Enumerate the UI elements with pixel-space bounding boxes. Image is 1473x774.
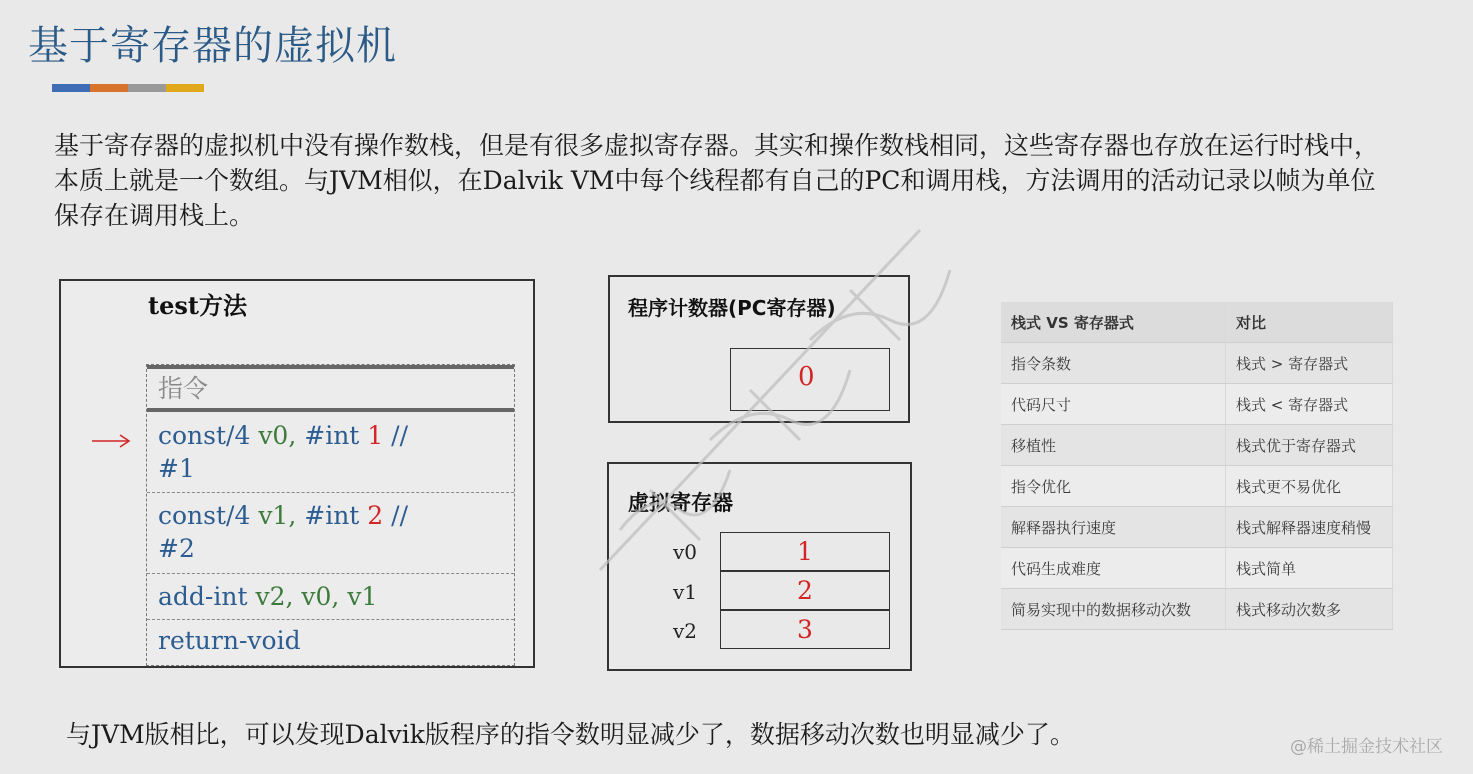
table-row xyxy=(1001,425,1393,466)
table-cell: 代码生成难度 xyxy=(1001,548,1226,589)
register-cell-v0: 1 xyxy=(720,532,890,571)
instruction-row xyxy=(147,413,514,493)
intro-paragraph: 基于寄存器的虚拟机中没有操作数栈，但是有很多虚拟寄存器。其实和操作数栈相同，这些寄存器也存放在运行时栈中，本质上就是一个数组。与JVM相似，在Dalvik VM中每个线程都有自己的PC和调用栈，方法调用的活动记录以帧为单位保存在调用栈上。 xyxy=(54,131,1380,230)
page-title: 基于寄存器的虚拟机 xyxy=(28,23,397,69)
instr-sep: , xyxy=(331,582,348,611)
instr-op: const/4 xyxy=(158,421,259,450)
table-cell: 栈式简单 xyxy=(1226,548,1393,589)
accent-segment-yellow xyxy=(166,84,204,92)
instruction-header: 指令 xyxy=(147,365,514,412)
table-cell: 栈式移动次数多 xyxy=(1226,589,1393,630)
instr-comment-line: #2 xyxy=(158,534,195,563)
table-row xyxy=(1001,384,1393,425)
table-cell: 栈式优于寄存器式 xyxy=(1226,425,1393,466)
table-row xyxy=(1001,507,1393,548)
pc-register-title: 程序计数器(PC寄存器) xyxy=(628,296,836,320)
instruction-row xyxy=(147,620,514,665)
method-title: test方法 xyxy=(148,291,247,320)
virtual-register-title: 虚拟寄存器 xyxy=(628,491,733,515)
instr-op: add-int xyxy=(158,582,256,611)
table-cell: 指令条数 xyxy=(1001,343,1226,384)
instr-arg: #int xyxy=(304,421,368,450)
register-cell-v1: 2 xyxy=(720,571,890,610)
table-cell: 代码尺寸 xyxy=(1001,384,1226,425)
accent-segment-orange xyxy=(90,84,128,92)
table-row xyxy=(1001,466,1393,507)
pc-register-value: 0 xyxy=(798,362,815,392)
instr-reg: v1 xyxy=(347,582,378,611)
accent-segment-blue xyxy=(52,84,90,92)
comparison-table xyxy=(1001,302,1393,630)
table-cell: 栈式更不易优化 xyxy=(1226,466,1393,507)
table-cell: 解释器执行速度 xyxy=(1001,507,1226,548)
table-row xyxy=(1001,343,1393,384)
register-label-v1: v1 xyxy=(673,580,698,604)
instr-sep: , xyxy=(288,501,305,530)
table-cell: 指令优化 xyxy=(1001,466,1226,507)
instr-reg: v0 xyxy=(301,582,332,611)
instruction-table xyxy=(146,364,515,666)
instr-comment: // xyxy=(383,501,408,530)
table-cell: 栈式 > 寄存器式 xyxy=(1226,343,1393,384)
instr-sep: , xyxy=(285,582,302,611)
table-header-row xyxy=(1001,302,1393,343)
title-accent-bar xyxy=(52,84,204,92)
instruction-row xyxy=(147,574,514,620)
site-watermark: @稀土掘金技术社区 xyxy=(1290,737,1443,757)
table-cell: 栈式 < 寄存器式 xyxy=(1226,384,1393,425)
instruction-row xyxy=(147,493,514,574)
table-cell: 栈式解释器速度稍慢 xyxy=(1226,507,1393,548)
table-header-cell: 栈式 VS 寄存器式 xyxy=(1001,302,1226,343)
table-header-cell: 对比 xyxy=(1226,302,1393,343)
accent-segment-gray xyxy=(128,84,166,92)
instr-num: 2 xyxy=(367,501,384,530)
register-label-v2: v2 xyxy=(673,619,698,643)
right-arrow-icon xyxy=(90,432,132,450)
instr-reg: v0 xyxy=(258,421,289,450)
instr-op: return-void xyxy=(158,626,301,655)
instr-arg: #int xyxy=(304,501,368,530)
instr-op: const/4 xyxy=(158,501,259,530)
table-cell: 移植性 xyxy=(1001,425,1226,466)
instr-comment: // xyxy=(383,421,408,450)
instr-comment-line: #1 xyxy=(158,454,195,483)
instr-num: 1 xyxy=(367,421,384,450)
register-cell-v2: 3 xyxy=(720,610,890,649)
instr-sep: , xyxy=(288,421,305,450)
register-label-v0: v0 xyxy=(673,540,698,564)
table-row xyxy=(1001,548,1393,589)
instr-reg: v2 xyxy=(255,582,286,611)
table-cell: 简易实现中的数据移动次数 xyxy=(1001,589,1226,630)
conclusion-text: 与JVM版相比，可以发现Dalvik版程序的指令数明显减少了，数据移动次数也明显减少了。 xyxy=(66,720,1075,749)
table-row xyxy=(1001,589,1393,630)
instr-reg: v1 xyxy=(258,501,289,530)
